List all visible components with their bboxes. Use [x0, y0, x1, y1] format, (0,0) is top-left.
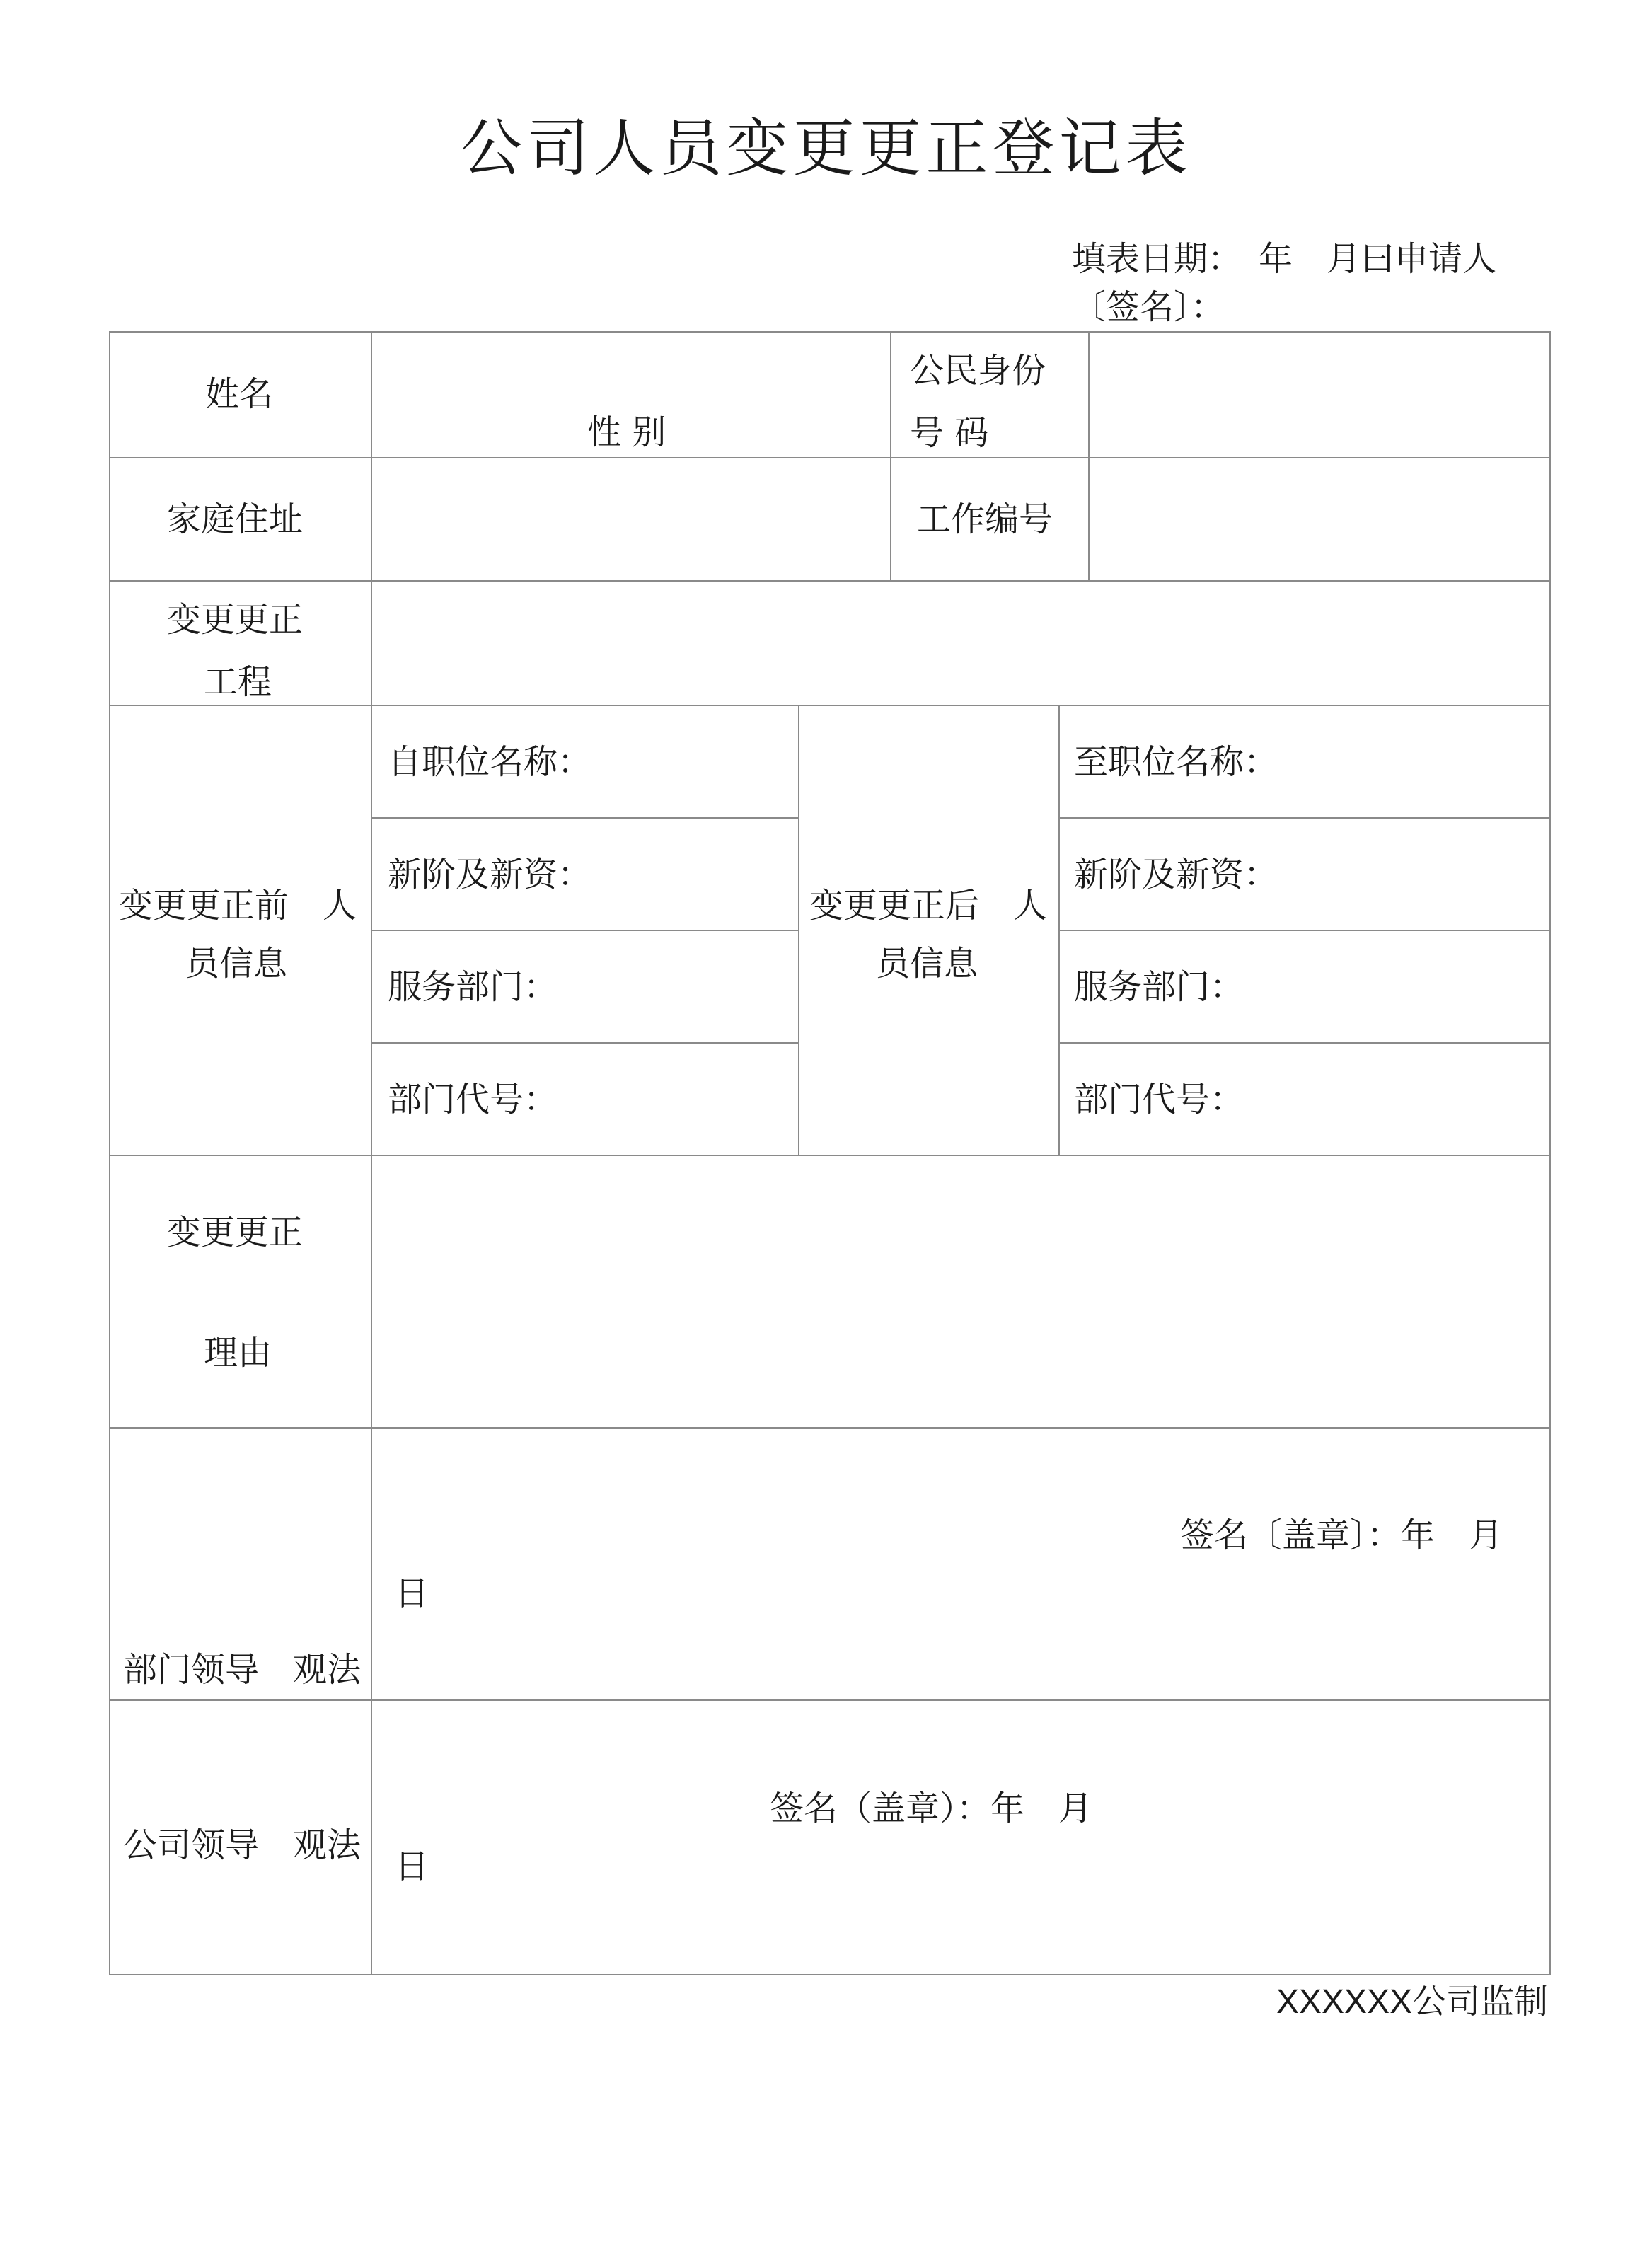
dept-signature-day: 日 — [395, 1574, 429, 1613]
after-info-label-line1: 变更更正后 人 — [809, 886, 1048, 925]
after-department-field: 服务部门： — [1074, 967, 1244, 1007]
sub-row-divider — [1058, 817, 1551, 819]
sub-row-divider — [371, 930, 799, 931]
row-divider — [109, 1699, 1551, 1701]
work-number-label: 工作编号 — [917, 500, 1053, 539]
sub-row-divider — [1058, 930, 1551, 931]
after-info-label-line2: 员信息 — [876, 944, 978, 983]
company-signature-day: 日 — [395, 1847, 429, 1886]
table-border-bottom — [109, 1974, 1551, 1975]
applicant-signature-line: 〔签名〕： — [1072, 287, 1225, 327]
before-department-field: 服务部门： — [388, 967, 558, 1007]
reason-label-line2: 理由 — [204, 1333, 272, 1373]
fill-date-line: 填表日期： 年 月曰申请人 — [1072, 239, 1497, 279]
name-label: 姓名 — [205, 374, 274, 414]
row-divider — [109, 1155, 1551, 1156]
table-border-left — [109, 331, 110, 1975]
table-border-top — [109, 331, 1551, 333]
after-position-field: 至职位名称： — [1074, 742, 1278, 782]
after-grade-salary-field: 新阶及新资： — [1074, 855, 1278, 894]
after-department-code-field: 部门代号： — [1074, 1080, 1244, 1119]
change-item-label-line1: 变更更正 — [167, 600, 304, 640]
page-title: 公司人员变更更正登记表 — [460, 112, 1192, 185]
row-divider — [109, 705, 1551, 706]
dept-signature-line: 签名〔盖章〕：年 月 — [1180, 1516, 1503, 1555]
footer-issuer: XXXXXX公司监制 — [1276, 1983, 1549, 2021]
column-divider — [1088, 331, 1090, 582]
table-border-right — [1549, 331, 1551, 1975]
gender-label: 性 别 — [587, 412, 666, 452]
before-grade-salary-field: 新阶及新资： — [388, 855, 592, 894]
address-label: 家庭住址 — [167, 500, 304, 539]
id-label-line1: 公民身份 — [910, 351, 1046, 391]
before-info-label-line1: 变更更正前 人 — [119, 886, 357, 925]
row-divider — [109, 1427, 1551, 1429]
column-divider — [890, 331, 891, 582]
sub-row-divider — [371, 1042, 799, 1044]
sub-row-divider — [371, 817, 799, 819]
change-item-label-line2: 工程 — [204, 662, 272, 702]
dept-leader-opinion-label: 部门领导 观法 — [123, 1650, 362, 1690]
reason-label-line1: 变更更正 — [167, 1213, 304, 1252]
row-divider — [109, 580, 1551, 582]
before-department-code-field: 部门代号： — [388, 1080, 558, 1119]
id-label-line2: 号 码 — [910, 413, 989, 453]
column-divider — [371, 331, 372, 1975]
row-divider — [109, 457, 1551, 458]
company-leader-opinion-label: 公司领导 观法 — [123, 1825, 362, 1865]
company-signature-line: 签名（盖章）：年 月 — [770, 1789, 1093, 1828]
sub-row-divider — [1058, 1042, 1551, 1044]
before-position-field: 自职位名称： — [388, 742, 592, 782]
before-info-label-line2: 员信息 — [185, 944, 288, 983]
